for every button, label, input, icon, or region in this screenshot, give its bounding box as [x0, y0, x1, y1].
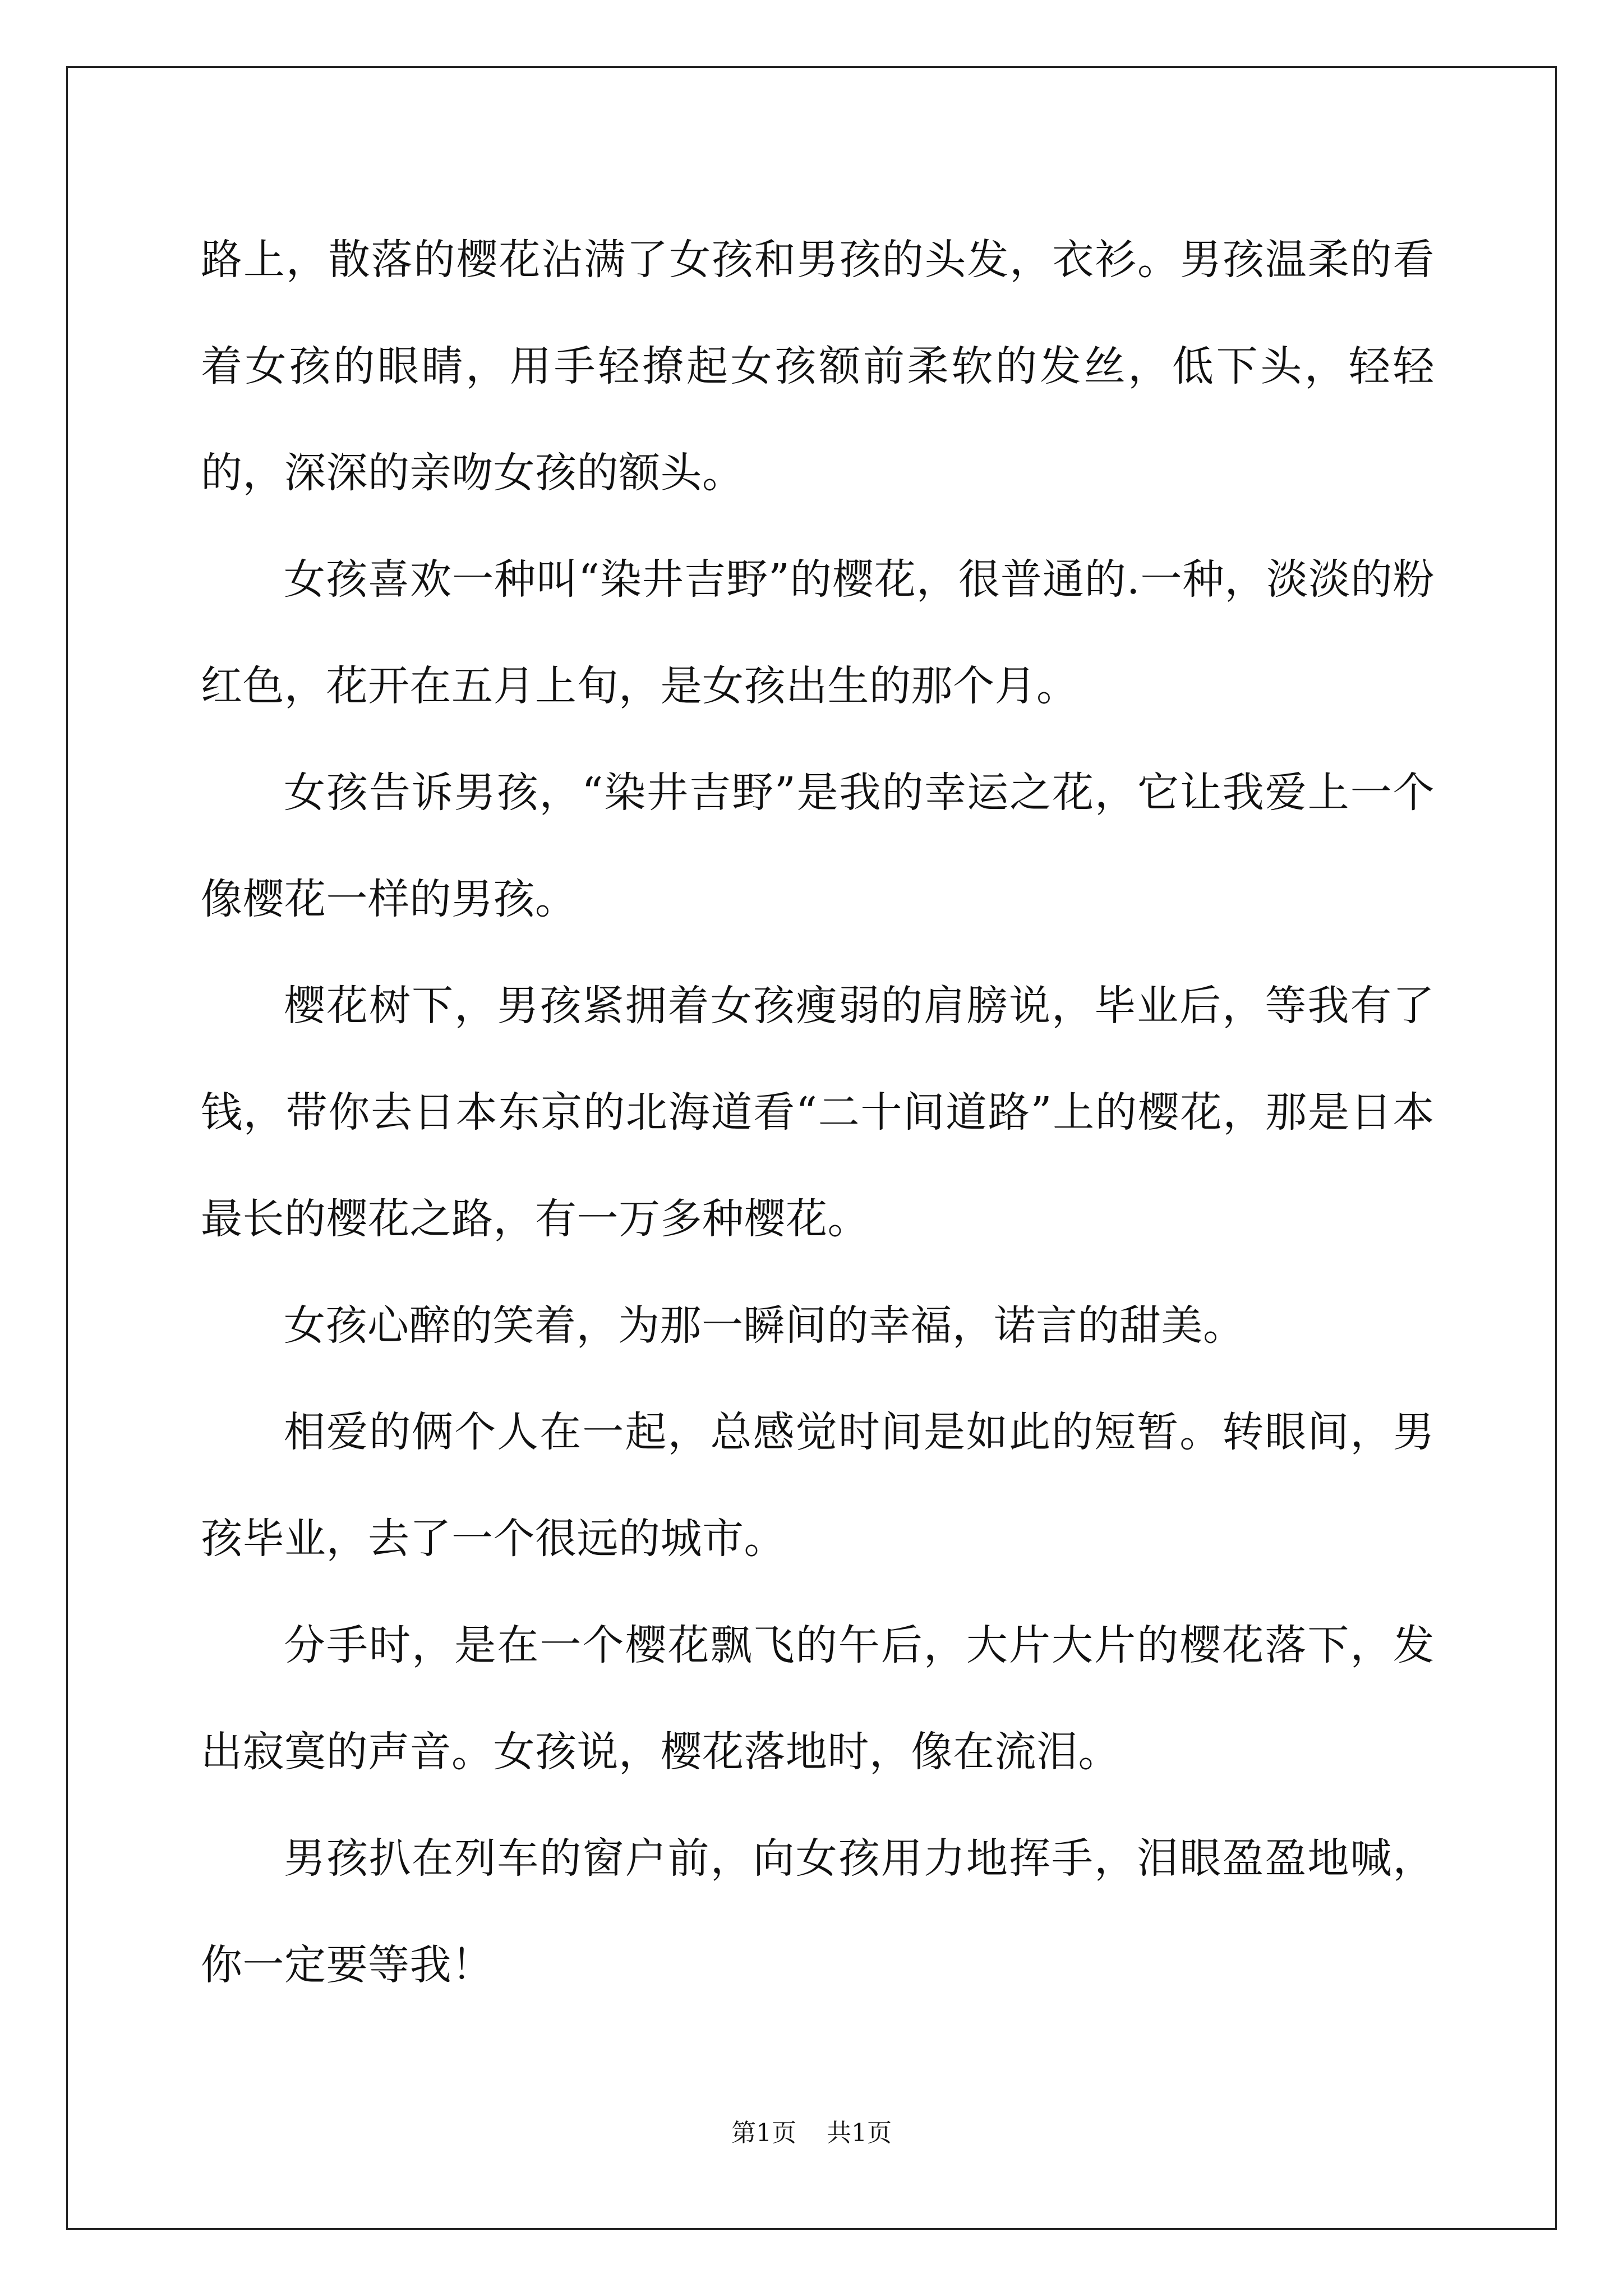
paragraph-8: 男孩扒在列车的窗户前，向女孩用力地挥手，泪眼盈盈地喊，你一定要等我！: [201, 1834, 1435, 1989]
paragraph-3: 女孩告诉男孩，“染井吉野”是我的幸运之花，它让我爱上一个像樱花一样的男孩。: [201, 769, 1435, 923]
paragraph-1: 路上，散落的樱花沾满了女孩和男孩的头发，衣衫。男孩温柔的看着女孩的眼睛，用手轻撩起女孩额前柔软的发丝，低下头，轻轻的，深深的亲吻女孩的额头。: [201, 236, 1435, 497]
paragraph-7: 分手时，是在一个樱花飘飞的午后，大片大片的樱花落下，发出寂寞的声音。女孩说，樱花落地时，像在流泪。: [201, 1621, 1435, 1776]
page-footer: [0, 2116, 1623, 2150]
current-page-label: 第1页: [731, 2119, 796, 2147]
paragraph-2: 女孩喜欢一种叫“染井吉野”的樱花，很普通的.一种，淡淡的粉红色，花开在五月上旬，是女孩出生的那个月。: [201, 555, 1435, 710]
paragraph-6: 相爱的俩个人在一起，总感觉时间是如此的短暂。转眼间，男孩毕业，去了一个很远的城市。: [201, 1408, 1435, 1563]
total-pages-label: 共1页: [827, 2119, 892, 2147]
document-body: [201, 206, 1435, 2018]
paragraph-4: 樱花树下，男孩紧拥着女孩瘦弱的肩膀说，毕业后，等我有了钱，带你去日本东京的北海道看“二十间道路”上的樱花，那是日本最长的樱花之路，有一万多种樱花。: [201, 982, 1435, 1243]
paragraph-5: 女孩心醉的笑着，为那一瞬间的幸福，诺言的甜美。: [284, 1301, 1245, 1350]
